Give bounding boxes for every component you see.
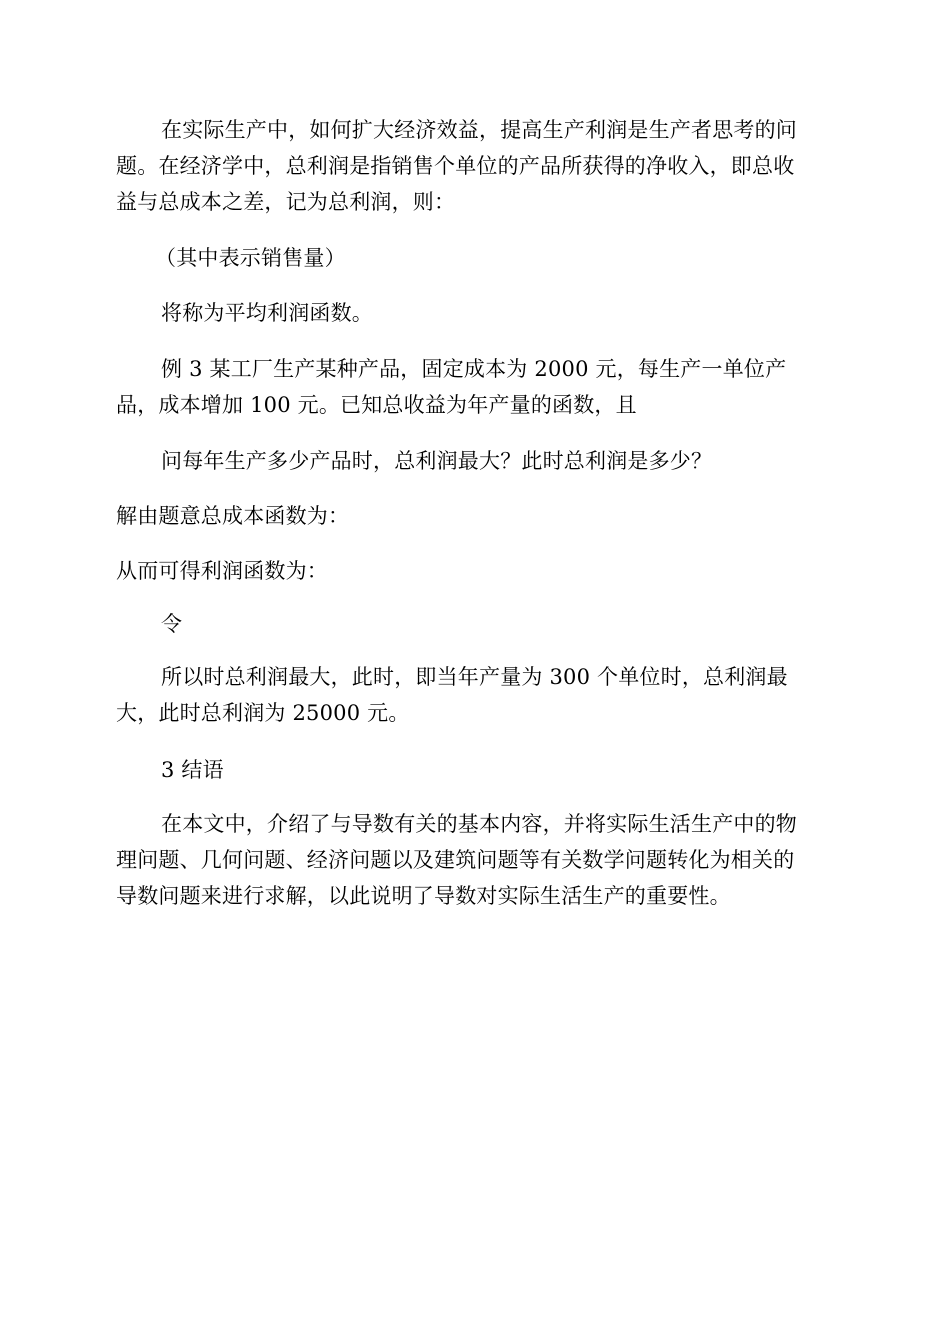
paragraph-question: [161, 443, 712, 479]
solution-profit-line: 从而可得利润函数为：: [116, 559, 328, 583]
paragraph-average-profit: [161, 295, 373, 331]
paragraph-note: [155, 240, 346, 276]
intro-line-2: 题。在经济学中，总利润是指销售个单位的产品所获得的净收入，即总收: [116, 154, 795, 178]
question-line: 问每年生产多少产品时，总利润最大？此时总利润是多少？: [161, 449, 713, 473]
paragraph-let: [161, 606, 182, 642]
let-line: 令: [161, 612, 183, 636]
solution-cost-line: 解由题意总成本函数为：: [116, 504, 350, 528]
example-line-2: 品，成本增加 100 元。已知总收益为年产量的函数，且: [116, 393, 637, 417]
section-heading: [161, 752, 224, 788]
paragraph-result: [116, 659, 788, 731]
conclusion-line-1: 在本文中，介绍了与导数有关的基本内容，并将实际生活生产中的物: [161, 812, 797, 836]
intro-line-3: 益与总成本之差，记为总利润，则：: [116, 190, 456, 214]
conclusion-line-2: 理问题、几何问题、经济问题以及建筑问题等有关数学问题转化为相关的: [116, 848, 795, 872]
paragraph-solution-cost: [116, 498, 349, 534]
example-line-1: 例 3 某工厂生产某种产品，固定成本为 2000 元，每生产一单位产: [161, 357, 787, 381]
result-line-2: 大，此时总利润为 25000 元。: [116, 701, 410, 725]
conclusion-line-3: 导数问题来进行求解，以此说明了导数对实际生活生产的重要性。: [116, 884, 731, 908]
intro-line-1: 在实际生产中，如何扩大经济效益，提高生产利润是生产者思考的问: [161, 118, 797, 142]
note-line: （其中表示销售量）: [155, 246, 346, 270]
paragraph-conclusion: [116, 806, 797, 914]
paragraph-solution-profit: [116, 553, 328, 589]
section-heading-text: 3 结语: [161, 758, 224, 782]
average-profit-line: 将称为平均利润函数。: [161, 301, 373, 325]
result-line-1: 所以时总利润最大，此时，即当年产量为 300 个单位时，总利润最: [161, 665, 788, 689]
paragraph-example: [116, 351, 786, 423]
paragraph-intro: [116, 112, 797, 220]
